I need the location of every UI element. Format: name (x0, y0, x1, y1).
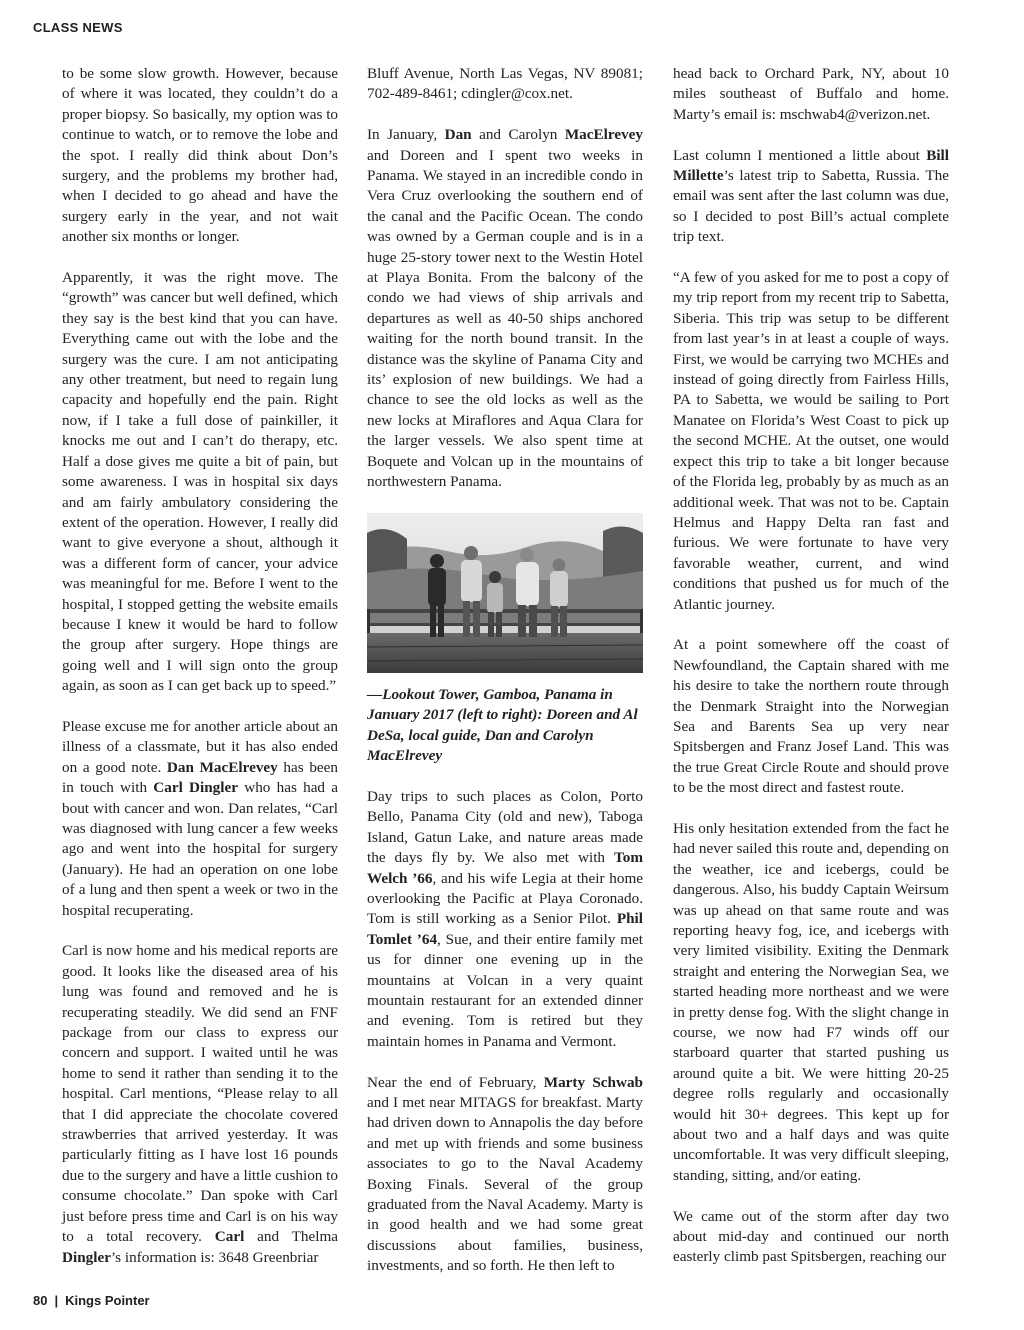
page-footer (33, 1293, 150, 1308)
person-name: Carl (214, 1228, 245, 1246)
person-name: MacElrevey (564, 126, 643, 144)
paragraph: Near the end of February, Marty Schwab and I met near MITAGS for breakfast. Marty had driven down to Annapolis the day before and met up with friends and some business associates to go to the Naval Academy Boxing Finals. Several of the group graduated from the Naval Academy. Marty is in good health and we had some great discussions about families, business, investments, and so forth. He then left to (367, 1073, 643, 1275)
person-name: Carl Dingler (153, 779, 238, 797)
article-column-1 (62, 64, 338, 1268)
paragraph: Apparently, it was the right move. The “growth” was cancer but well defined, which they say is the best kind that you can have. Everything came out with the lobe and the surgery was the cure. I am not anticipating any other treatment, but need to regain lung capacity and hopefully end the pain. Right now, if I take a full dose of painkiller, it knocks me out and I can’t do therapy, etc. Half a dose gives me quite a bit of pain, but some awareness. I was in hospital six days and am fairly ambulatory considering the extent of the operation. However, I really did want to give everyone a shout, although it was a different form of cancer, your advice was meaningful for me. Before I went to the hospital, I stopped getting the website emails because I knew it would be hard to follow the group after surgery. Hope things are going well and I will sign onto the group again, as soon as I can get back up to speed.” (62, 269, 338, 695)
paragraph: Please excuse me for another article about an illness of a classmate, but it has also ended on a good note. Dan MacElrevey has been in touch with Carl Dingler who has had a bout with cancer and won. Dan relates, “Carl was diagnosed with lung cancer a few weeks ago and went into the hospital for surgery (January). He had an operation on one lobe of a lung and then spent a week or two in the hospital recuperating. (62, 717, 339, 919)
paragraph: We came out of the storm after day two about mid-day and continued our north easterly climb past Spitsbergen, reaching our (673, 1207, 949, 1266)
person-name: Phil Tomlet ’64 (367, 910, 643, 948)
person-name: Tom Welch ’66 (367, 849, 643, 887)
paragraph: In January, Dan and Carolyn MacElrevey and Doreen and I spent two weeks in Panama. We stayed in an incredible condo in Vera Cruz overlooking the southern end of the canal and the Pacific Ocean. The condo was owned by a German couple and is in a huge 25-story tower next to the Westin Hotel at Playa Bonita. From the balcony of the condo we had views of ship arrivals and departures as well as 40-50 ships anchored waiting for the north bound transit. In the distance was the skyline of Panama City and its’ explosion of new buildings. We had a chance to see the old locks as well as the new locks at Miraflores and Aqua Clara for the larger vessels. We also spent time at Boquete and Volcan up in the mountains of northwestern Panama. (367, 126, 643, 491)
group-photo (367, 513, 643, 673)
paragraph: head back to Orchard Park, NY, about 10 miles southeast of Buffalo and home. Marty’s email is: mschwab4@verizon.net. (673, 65, 949, 123)
publication-name: Kings Pointer (65, 1293, 150, 1308)
paragraph: His only hesitation extended from the fact he had never sailed this route and, depending on the weather, ice and icebergs, could be dangerous. Also, his buddy Captain Weirsum was up ahead on that same route and was reporting heavy fog, ice, and icebergs with very limited visibility. Exiting the Denmark straight and entering the Norwegian Sea, we started heading more northeast and we were in pretty dense fog. With the slight change in course, we now had F7 winds off our starboard quarter that started pushing us around quite a bit. We were hitting 20-25 degree rolls regularly and occasionally would hit 30+ degrees. This kept up for about two and a half days and was quite uncomfortable. It was very difficult sleeping, standing, sitting, and/or eating. (673, 819, 949, 1184)
article-column-3 (673, 64, 949, 1268)
person-name: Dingler (62, 1248, 111, 1266)
paragraph: Last column I mentioned a little about Bill Millette’s latest trip to Sabetta, Russia. The email was sent after the last column was due, so I decided to post Bill’s actual complete trip text. (673, 146, 949, 246)
paragraph: Bluff Avenue, North Las Vegas, NV 89081; 702-489-8461; cdingler@cox.net. (367, 65, 643, 103)
photo-caption: —Lookout Tower, Gamboa, Panama in January 2017 (left to right): Doreen and Al DeSa, local guide, Dan and Carolyn MacElrevey (367, 685, 638, 765)
section-header: CLASS NEWS (33, 20, 123, 35)
paragraph: to be some slow growth. However, because of where it was located, they couldn’t do a proper biopsy. So basically, my option was to continue to watch, or to remove the lobe and the spot. I really did think about Don’s surgery, and the problems my brother had, when I decided to go ahead and have the surgery early in the year, and not wait another six months or longer. (62, 65, 339, 246)
paragraph: Carl is now home and his medical reports are good. It looks like the diseased area of his lung was found and removed and he is recuperating steadily. We did send an FNF package from our class to express our concern and support. I waited until he was home to send it rather than sending it to the hospital. Carl mentions, “Please relay to all that I did appreciate the chocolate covered strawberries that arrived yesterday. It was particularly fitting as I have lost 16 pounds due to the surgery and have a little cushion to consume chocolate.” Dan spoke with Carl just before press time and Carl is on his way to a total recovery. Carl and Thelma Dingler’s information is: 3648 Greenbriar (62, 942, 338, 1266)
page-number: 80 (33, 1293, 48, 1308)
person-name: Bill Millette (673, 146, 949, 185)
person-name: Dan MacElrevey (166, 758, 278, 776)
paragraph: At a point somewhere off the coast of Newfoundland, the Captain shared with me his desire to take the northern route through the Denmark Straight into the Norwegian Sea and Barents Sea up very near Spitsbergen and Franz Josef Land. This was the true Great Circle Route and should prove to be the most direct and fastest route. (673, 636, 949, 797)
person-name: Dan (444, 126, 472, 144)
paragraph: Day trips to such places as Colon, Porto Bello, Panama City (old and new), Taboga Island, Gatun Lake, and nature areas made the days fly by. We also met with Tom Welch ’66, and his wife Legia at their home overlooking the Pacific at Playa Coronado. Tom is still working as a Senior Pilot. Phil Tomlet ’64, Sue, and their entire family met us for dinner one evening up in the mountains at Volcan in a very quaint mountain restaurant for an extended dinner and evening. Tom is retired but they maintain homes in Panama and Vermont. (367, 787, 643, 1050)
paragraph: “A few of you asked for me to post a copy of my trip report from my recent trip to Sabetta, Siberia. This trip was setup to be different from last year’s in at least a couple of ways. First, we would be carrying two MCHEs and instead of going directly from Fairless Hills, PA to Sabetta, we would be sailing to Port Manatee on Florida’s West Coast to pick up the second MCHE. At the outset, one would expect this trip to take a bit longer because of the Florida leg, probably by as much as an additional week. That was not to be. Captain Helmus and Happy Delta ran fast and furious. We were fortunate to have very favorable weather, current, and wind conditions that pushed us for much of the Atlantic journey. (673, 269, 949, 613)
person-name: Marty Schwab (543, 1073, 643, 1091)
article-column-2 (367, 64, 643, 1277)
footer-separator: | (54, 1293, 59, 1308)
